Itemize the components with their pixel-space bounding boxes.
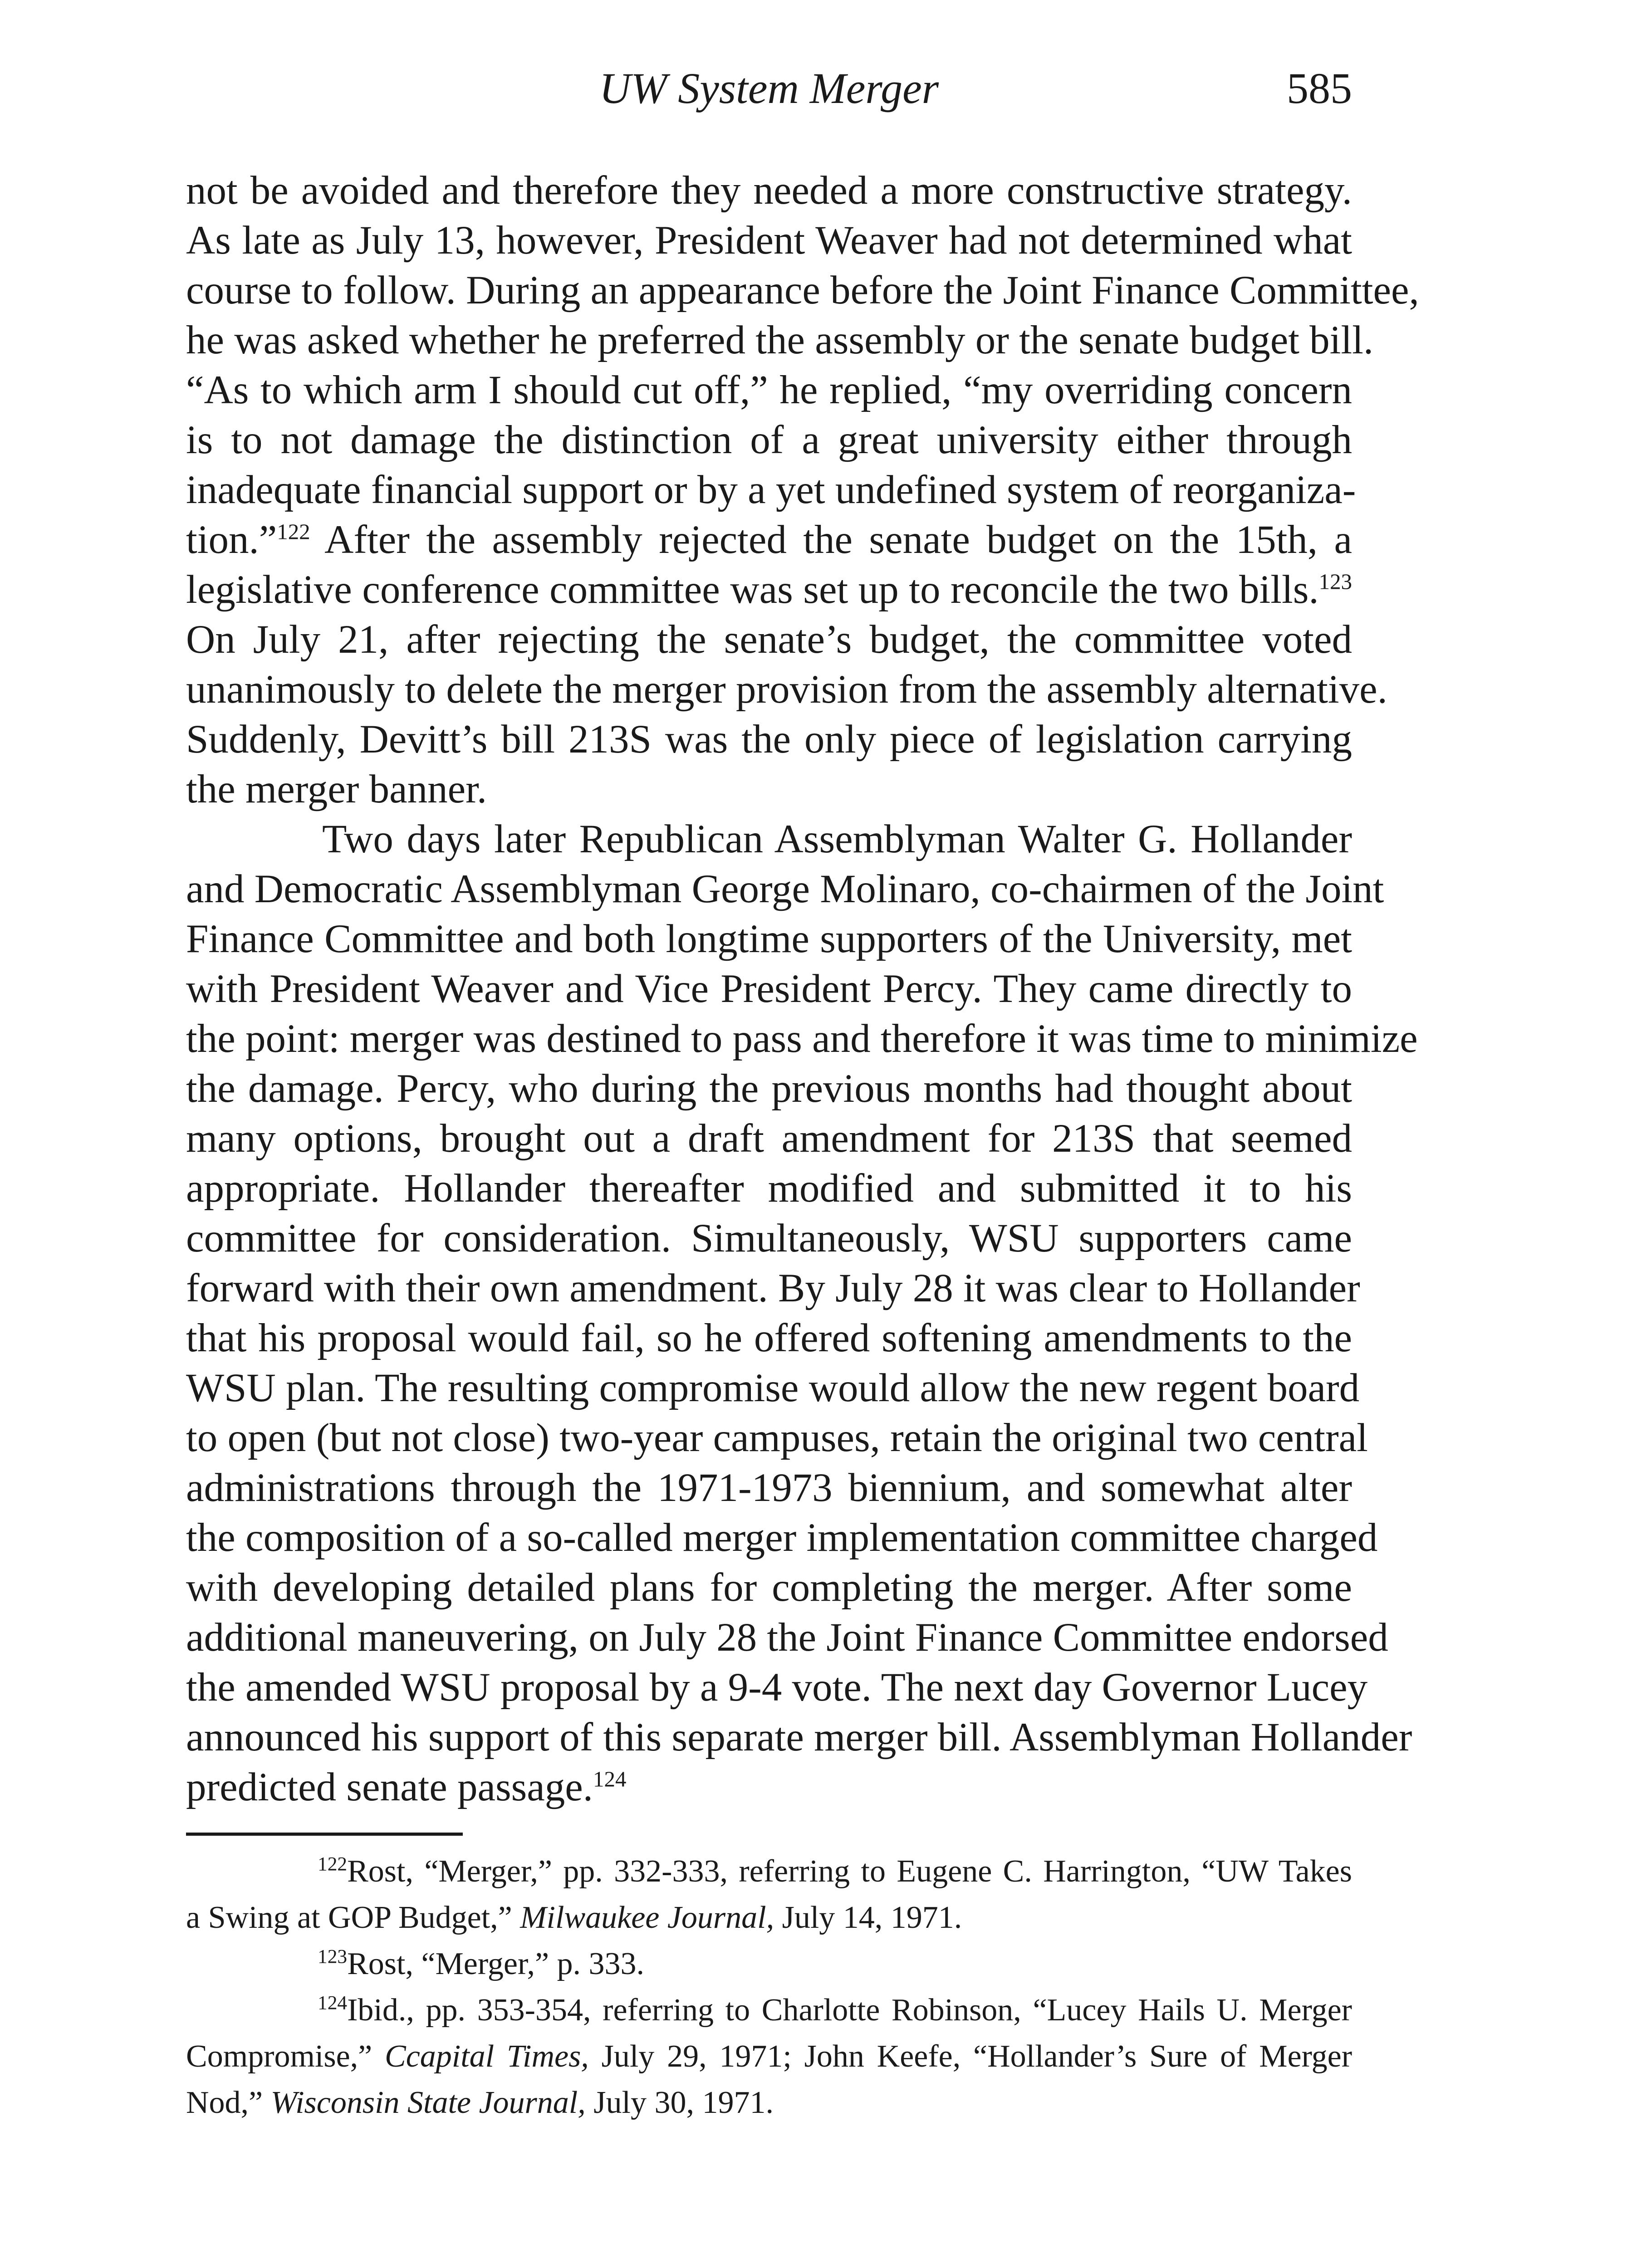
body-line-8: [186, 515, 1352, 565]
body-line-16: Finance Committee and both longtime supporters of the University, met: [186, 917, 1352, 961]
body-line-22: committee for consideration. Simultaneously, WSU supporters came: [186, 1216, 1352, 1261]
body-line-13: the merger banner.: [186, 767, 487, 811]
footnote-124-text-3: July 29, 1971; John Keefe, “Hollander’s Sure of Merger: [588, 2039, 1353, 2074]
footnote-122-line-1: [186, 1848, 1352, 1895]
footnote-124-number: 124: [318, 1992, 348, 2014]
footnote-ref-123: 123: [1318, 569, 1352, 594]
footnote-122-line-2: [186, 1895, 1352, 1941]
body-line-10: On July 21, after rejecting the senate’s budget, the committee voted: [186, 617, 1352, 662]
body-line-21: appropriate. Hollander thereafter modified and submitted it to his: [186, 1166, 1352, 1211]
body-line-23: forward with their own amendment. By July 28 it was clear to Hollander: [186, 1266, 1360, 1310]
footnote-124-text-1: Ibid., pp. 353-354, referring to Charlotte Robinson, “Lucey Hails U. Merger: [347, 1993, 1352, 2028]
footnotes: [186, 1848, 1352, 2126]
body-line-33: [186, 1762, 1352, 1812]
footnote-ref-122: 122: [277, 519, 310, 544]
body-line-20: many options, brought out a draft amendment for 213S that seemed: [186, 1116, 1352, 1161]
page-number: 585: [1287, 64, 1352, 112]
footnote-124-journal-1: Ccapital Times,: [385, 2039, 589, 2074]
body-line-26: to open (but not close) two-year campuses, retain the original two central: [186, 1416, 1368, 1460]
body-line-30: additional maneuvering, on July 28 the Joint Finance Committee endorsed: [186, 1615, 1388, 1660]
body-line-32: announced his support of this separate merger bill. Assemblyman Hollander: [186, 1715, 1412, 1760]
body-line-18: the point: merger was destined to pass and therefore it was time to minimize: [186, 1017, 1418, 1061]
footnote-ref-124: 124: [593, 1766, 627, 1792]
body-line-2: As late as July 13, however, President Weaver had not determined what: [186, 218, 1352, 263]
body-line-24: that his proposal would fail, so he offered softening amendments to the: [186, 1316, 1352, 1360]
body-line-8-tail: After the assembly rejected the senate budget on the 15th, a: [310, 518, 1352, 562]
body-line-33-text: predicted senate passage.: [186, 1765, 593, 1809]
footnote-124-journal-2: Wisconsin State Journal,: [270, 2085, 586, 2120]
body-line-9: [186, 565, 1352, 615]
footnote-124-line-2: [186, 2033, 1352, 2080]
body-line-7: inadequate financial support or by a yet undefined system of reorganiza-: [186, 468, 1356, 512]
footnote-124-text-2: Compromise,”: [186, 2039, 385, 2074]
body-line-12: Suddenly, Devitt’s bill 213S was the only piece of legislation carrying: [186, 717, 1352, 762]
body-line-29: with developing detailed plans for completing the merger. After some: [186, 1565, 1352, 1610]
footnote-122-date: July 14, 1971.: [774, 1900, 962, 1935]
body-line-4: he was asked whether he preferred the assembly or the senate budget bill.: [186, 318, 1374, 362]
body-line-27: administrations through the 1971-1973 biennium, and somewhat alter: [186, 1466, 1352, 1510]
body-line-1: not be avoided and therefore they needed a more constructive strategy.: [186, 168, 1352, 213]
running-title: UW System Merger: [599, 64, 939, 112]
footnote-rule: [186, 1833, 463, 1836]
footnote-124-date: July 30, 1971.: [585, 2085, 774, 2120]
footnote-123-number: 123: [318, 1945, 348, 1968]
footnote-122-text-1: Rost, “Merger,” pp. 332-333, referring to Eugene C. Harrington, “UW Takes: [347, 1854, 1352, 1889]
body-line-5: “As to which arm I should cut off,” he replied, “my overriding concern: [186, 368, 1352, 412]
footnote-123-text: Rost, “Merger,” p. 333.: [347, 1946, 645, 1981]
body-line-15: and Democratic Assemblyman George Molinaro, co-chairmen of the Joint: [186, 867, 1384, 911]
footnote-123-line-1: [186, 1941, 1352, 1987]
body-line-28: the composition of a so-called merger implementation committee charged: [186, 1515, 1378, 1560]
footnote-122-number: 122: [318, 1853, 348, 1875]
footnote-124-line-1: [186, 1987, 1352, 2033]
body-line-3: course to follow. During an appearance before the Joint Finance Committee,: [186, 268, 1419, 313]
body-line-17: with President Weaver and Vice President Percy. They came directly to: [186, 967, 1352, 1011]
body-line-25: WSU plan. The resulting compromise would allow the new regent board: [186, 1366, 1360, 1410]
running-head: [186, 61, 1352, 116]
body-line-31: the amended WSU proposal by a 9-4 vote. The next day Governor Lucey: [186, 1665, 1368, 1710]
footnote-122-text-2: a Swing at GOP Budget,”: [186, 1900, 520, 1935]
footnote-124-line-3: [186, 2080, 1352, 2126]
body-line-8-head: tion.”: [186, 518, 277, 562]
body-line-9-text: legislative conference committee was set up to reconcile the two bills.: [186, 567, 1319, 612]
body-text: [186, 166, 1419, 1812]
body-line-19: the damage. Percy, who during the previous months had thought about: [186, 1066, 1352, 1111]
body-line-6: is to not damage the distinction of a great university either through: [186, 418, 1352, 462]
body-line-14: Two days later Republican Assemblyman Walter G. Hollander: [322, 817, 1352, 861]
footnote-122-journal: Milwaukee Journal,: [520, 1900, 774, 1935]
body-line-11: unanimously to delete the merger provision from the assembly alternative.: [186, 667, 1387, 712]
footnote-124-text-4: Nod,”: [186, 2085, 271, 2120]
